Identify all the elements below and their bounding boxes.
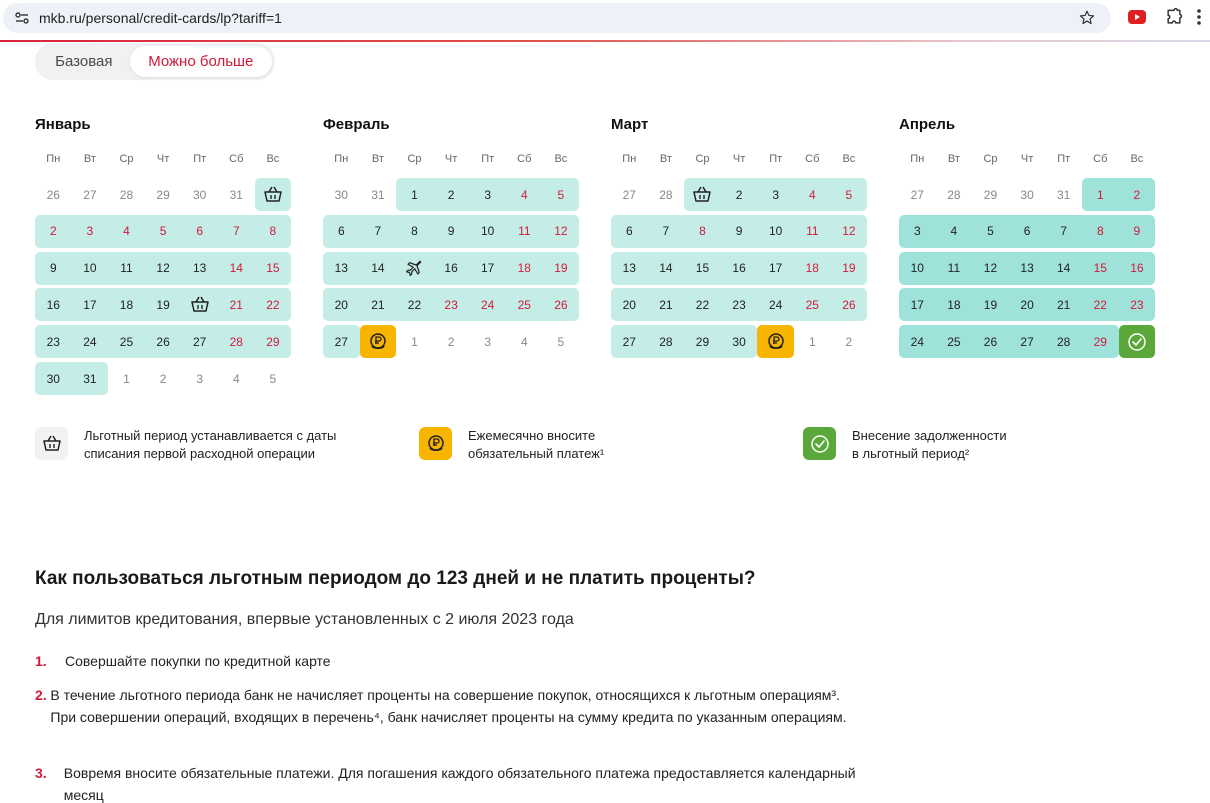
step-2	[35, 684, 865, 728]
weekday-label: Чт	[732, 153, 746, 165]
calendar-day: 24	[910, 334, 924, 349]
week-row	[323, 288, 579, 321]
week-row	[611, 178, 867, 211]
weekday-label: Ср	[695, 153, 710, 165]
calendar-day: 10	[910, 261, 924, 276]
weekday-label: Пт	[193, 153, 207, 165]
calendar-day: 25	[805, 297, 819, 312]
calendar-day: 31	[229, 187, 243, 202]
calendar-day: 13	[334, 261, 348, 276]
calendar-day: 27	[334, 334, 348, 349]
calendar-day: 8	[699, 224, 706, 239]
calendar-day: 8	[1096, 224, 1104, 239]
calendar-day: 29	[1093, 334, 1107, 349]
calendar-day: 11	[120, 261, 133, 276]
calendar-day: 6	[196, 224, 204, 239]
week-row	[611, 215, 867, 248]
calendar-day: 17	[910, 297, 924, 312]
calendar-day: 19	[842, 261, 856, 276]
calendar-day: 31	[1057, 187, 1071, 202]
browser-toolbar	[0, 0, 1210, 40]
step-number: 3.	[35, 765, 47, 781]
calendar-day: 25	[119, 334, 134, 349]
calendar-day: 9	[1133, 224, 1141, 239]
calendar-day: 14	[1057, 261, 1071, 276]
week-row	[35, 178, 291, 211]
calendar-day: 2	[49, 224, 57, 239]
weekday-label: Пн	[622, 153, 637, 165]
calendar-day: 22	[1093, 297, 1107, 312]
calendar-day: 6	[1023, 224, 1031, 239]
calendar-day: 13	[1020, 261, 1034, 276]
calendar-day: 14	[229, 261, 243, 276]
calendar-day: 28	[229, 334, 243, 349]
calendar-day: 30	[334, 187, 348, 202]
calendar-day: 23	[1130, 297, 1144, 312]
calendar-day: 3	[86, 224, 94, 239]
calendar-day: 9	[735, 224, 743, 239]
calendar-day: 18	[517, 261, 531, 276]
weekday-header	[899, 152, 1159, 166]
legend-coin-text: Ежемесячно вносите обязательный платеж¹	[468, 428, 605, 461]
calendar-day: 1	[411, 334, 418, 349]
step-text: Вовремя вносите обязательные платежи. Для погашения каждого обязательного платежа предоставляется календарный месяц	[63, 765, 856, 803]
calendar-day: 5	[987, 224, 994, 239]
calendar-day: 17	[481, 261, 495, 276]
calendar-day: 17	[83, 297, 97, 312]
calendar-day: 5	[269, 371, 277, 386]
calendar-day: 29	[266, 334, 280, 349]
week-row	[611, 252, 867, 285]
basket-icon	[255, 178, 292, 211]
calendar-day: 27	[193, 334, 207, 349]
calendar-day: 15	[266, 261, 280, 276]
weekday-label: Пн	[910, 153, 925, 165]
calendar-day: 18	[947, 297, 961, 312]
coin-icon	[757, 325, 794, 358]
weekday-header	[323, 152, 583, 166]
week-row	[323, 252, 579, 285]
calendar-day: 28	[659, 334, 673, 349]
weekday-label: Пн	[334, 153, 349, 165]
calendar-day: 6	[625, 224, 633, 239]
bookmark-star-icon[interactable]	[1077, 8, 1097, 28]
step-text: В течение льготного периода банк не начисляет проценты на совершение покупок, относящихся к льготным операциям³. При совершении операций, входящих в перечень⁴, банк начисляет проценты на сумму кредита по указанным операциям.	[50, 687, 847, 725]
calendar-day: 16	[444, 261, 458, 276]
calendar-day: 24	[769, 297, 783, 312]
calendar-day: 14	[371, 261, 385, 276]
calendar-day: 26	[842, 297, 856, 312]
address-bar[interactable]	[3, 3, 1111, 33]
calendar-day: 7	[1060, 224, 1068, 239]
week-row	[35, 252, 291, 285]
calendar-day: 9	[49, 261, 57, 276]
calendar-day: 21	[229, 297, 243, 312]
weekday-label: Вт	[83, 153, 96, 165]
weekday-label: Пт	[481, 153, 495, 165]
weeks	[611, 178, 871, 362]
step-text: Совершайте покупки по кредитной карте	[65, 653, 331, 669]
calendar-day: 3	[484, 334, 492, 349]
weekday-label: Чт	[156, 153, 170, 165]
calendar-day: 20	[1020, 297, 1034, 312]
month-title: Февраль	[323, 116, 390, 133]
calendar-day: 10	[481, 224, 495, 239]
weekday-label: Вс	[266, 153, 280, 165]
weekday-header	[611, 152, 871, 166]
calendar-day: 30	[46, 371, 60, 386]
weekday-label: Пт	[769, 153, 783, 165]
calendar-day: 3	[913, 224, 921, 239]
weekday-label: Пн	[46, 153, 61, 165]
calendar-day: 13	[193, 261, 207, 276]
calendar-day: 12	[554, 224, 568, 239]
calendar-day: 29	[156, 187, 170, 202]
calendar-day: 12	[156, 261, 170, 276]
calendar-day: 1	[411, 187, 418, 202]
calendar-day: 18	[805, 261, 819, 276]
tariff-switch	[35, 43, 275, 80]
calendar-day: 31	[371, 187, 385, 202]
calendar-day: 19	[983, 297, 998, 312]
calendar-day: 10	[769, 224, 783, 239]
week-row	[611, 288, 867, 321]
calendar-day: 23	[444, 297, 458, 312]
calendar-day: 27	[1020, 334, 1034, 349]
weekday-label: Вс	[1130, 153, 1144, 165]
calendar-day: 22	[407, 297, 422, 312]
weekday-label: Сб	[1093, 153, 1108, 165]
calendar-day: 7	[662, 224, 670, 239]
calendar-day: 28	[947, 187, 961, 202]
calendar-day: 12	[842, 224, 856, 239]
week-row	[899, 325, 1155, 358]
weekday-label: Вт	[947, 153, 960, 165]
calendar-day: 7	[232, 224, 240, 239]
calendar-day: 26	[983, 334, 998, 349]
basket-icon	[684, 178, 721, 211]
weekday-label: Сб	[517, 153, 532, 165]
url-text[interactable]: mkb.ru/personal/credit-cards/lp?tariff=1	[39, 10, 282, 26]
plane-icon	[396, 252, 433, 285]
calendar-day: 14	[659, 261, 673, 276]
calendar-day: 2	[735, 187, 743, 202]
calendar-day: 30	[732, 334, 746, 349]
legend-basket-text: Льготный период устанавливается с даты списания первой расходной операции	[84, 428, 337, 461]
calendar-day: 11	[947, 261, 961, 276]
calendar-day: 20	[334, 297, 348, 312]
calendar-day: 27	[910, 187, 924, 202]
calendar-day: 16	[46, 297, 60, 312]
tab-basic[interactable]: Базовая	[55, 53, 113, 70]
week-row	[323, 178, 579, 211]
week-row	[35, 215, 291, 248]
calendar-day: 26	[46, 187, 60, 202]
calendar-day: 27	[622, 334, 636, 349]
step-1	[35, 650, 865, 672]
legend-check	[803, 427, 1007, 463]
month-2	[323, 112, 583, 362]
calendar-day: 8	[411, 224, 418, 239]
calendar-day: 21	[1057, 297, 1071, 312]
month-title: Март	[611, 116, 649, 133]
calendar-day: 22	[266, 297, 280, 312]
calendar-day: 8	[269, 224, 277, 239]
calendar-day: 10	[83, 261, 97, 276]
calendar-day: 5	[845, 187, 853, 202]
calendar-day: 1	[808, 334, 816, 349]
calendar-day: 3	[196, 371, 204, 386]
basket-icon	[35, 427, 68, 460]
weeks	[35, 178, 295, 399]
calendar-day: 3	[772, 187, 780, 202]
calendar-day: 2	[845, 334, 853, 349]
legend-basket	[35, 427, 336, 463]
weekday-label: Ср	[407, 153, 422, 165]
step-3	[35, 762, 865, 803]
calendar-day: 23	[732, 297, 746, 312]
month-3	[611, 112, 871, 362]
check-icon	[803, 427, 836, 460]
step-number: 2.	[35, 687, 47, 703]
weekday-header	[35, 152, 295, 166]
check-icon	[1119, 325, 1156, 358]
calendar-day: 31	[83, 371, 97, 386]
weekday-label: Вс	[554, 153, 568, 165]
calendar-day: 16	[1130, 261, 1144, 276]
calendar-day: 6	[337, 224, 345, 239]
month-1	[35, 112, 295, 399]
weekday-label: Ср	[983, 153, 998, 165]
site-info-icon[interactable]	[7, 3, 37, 33]
calendar-day: 23	[46, 334, 60, 349]
calendar-day: 5	[159, 224, 167, 239]
header-accent-line	[0, 40, 1210, 42]
month-title: Апрель	[899, 116, 956, 133]
browser-menu-icon[interactable]	[1196, 6, 1206, 28]
weekday-label: Вт	[659, 153, 672, 165]
weekday-label: Ср	[119, 153, 134, 165]
calendar-day: 21	[659, 297, 673, 312]
week-row	[323, 215, 579, 248]
calendar-day: 22	[695, 297, 710, 312]
calendar-day: 2	[1133, 187, 1141, 202]
calendar-day: 28	[659, 187, 673, 202]
calendar-day: 4	[520, 187, 528, 202]
calendar-day: 2	[447, 334, 455, 349]
calendar-day: 25	[947, 334, 961, 349]
calendar-day: 15	[695, 261, 710, 276]
weekday-label: Чт	[444, 153, 458, 165]
weekday-label: Чт	[1020, 153, 1034, 165]
calendar-day: 20	[622, 297, 636, 312]
calendar-day: 1	[123, 371, 130, 386]
coin-icon	[419, 427, 452, 460]
calendar-day: 4	[123, 224, 130, 239]
weeks	[899, 178, 1159, 362]
calendar-day: 11	[806, 224, 819, 239]
calendar-day: 16	[732, 261, 746, 276]
calendar-day: 4	[808, 187, 816, 202]
step-number: 1.	[35, 653, 47, 669]
weekday-label: Сб	[805, 153, 820, 165]
tab-more[interactable]: Можно больше	[130, 46, 272, 77]
week-row	[899, 252, 1155, 285]
basket-icon	[181, 288, 218, 321]
weekday-label: Пт	[1057, 153, 1071, 165]
calendar-day: 2	[159, 371, 167, 386]
extensions-puzzle-icon[interactable]	[1163, 6, 1185, 28]
section-title: Как пользоваться льготным периодом до 123 дней и не платить проценты?	[35, 568, 756, 589]
calendar-day: 27	[83, 187, 97, 202]
week-row	[323, 325, 579, 358]
month-title: Январь	[35, 116, 91, 133]
calendar-day: 4	[950, 224, 958, 239]
weekday-label: Вт	[371, 153, 384, 165]
calendar-day: 26	[156, 334, 170, 349]
week-row	[899, 178, 1155, 211]
calendar-day: 30	[1020, 187, 1034, 202]
calendar-day: 12	[983, 261, 998, 276]
calendar-day: 18	[119, 297, 134, 312]
calendar-day: 25	[517, 297, 531, 312]
calendar-day: 17	[769, 261, 783, 276]
calendar-day: 24	[83, 334, 97, 349]
legend-check-text: Внесение задолженности в льготный период²	[852, 428, 1007, 461]
calendar-day: 2	[447, 187, 455, 202]
week-row	[899, 215, 1155, 248]
youtube-extension-icon[interactable]	[1127, 8, 1147, 26]
calendar-day: 4	[232, 371, 240, 386]
calendar-day: 29	[983, 187, 998, 202]
calendar-day: 7	[374, 224, 382, 239]
week-row	[899, 288, 1155, 321]
calendar-day: 29	[695, 334, 710, 349]
calendar-day: 3	[484, 187, 492, 202]
calendar-day: 19	[554, 261, 568, 276]
coin-icon	[360, 325, 397, 358]
calendar-day: 27	[622, 187, 636, 202]
calendar-day: 15	[1093, 261, 1107, 276]
section-subtitle: Для лимитов кредитования, впервые установленных с 2 июля 2023 года	[35, 611, 574, 628]
calendar-day: 21	[371, 297, 385, 312]
calendar-day: 5	[557, 334, 565, 349]
weekday-label: Вс	[842, 153, 856, 165]
calendar-day: 28	[119, 187, 134, 202]
calendar-day: 28	[1057, 334, 1071, 349]
week-row	[611, 325, 867, 358]
week-row	[35, 325, 291, 358]
legend-coin	[419, 427, 604, 463]
weekday-label: Сб	[229, 153, 244, 165]
month-4	[899, 112, 1159, 362]
week-row	[35, 288, 291, 321]
calendar-day: 13	[622, 261, 636, 276]
calendar-day: 9	[447, 224, 455, 239]
calendar-day: 4	[520, 334, 528, 349]
calendar-day: 19	[156, 297, 170, 312]
calendar-day: 11	[518, 224, 531, 239]
calendar-day: 26	[554, 297, 568, 312]
calendar-day: 1	[1096, 187, 1104, 202]
calendar-day: 5	[557, 187, 565, 202]
weeks	[323, 178, 583, 362]
calendar-day: 24	[481, 297, 495, 312]
week-row	[35, 362, 291, 395]
calendar-day: 30	[193, 187, 207, 202]
